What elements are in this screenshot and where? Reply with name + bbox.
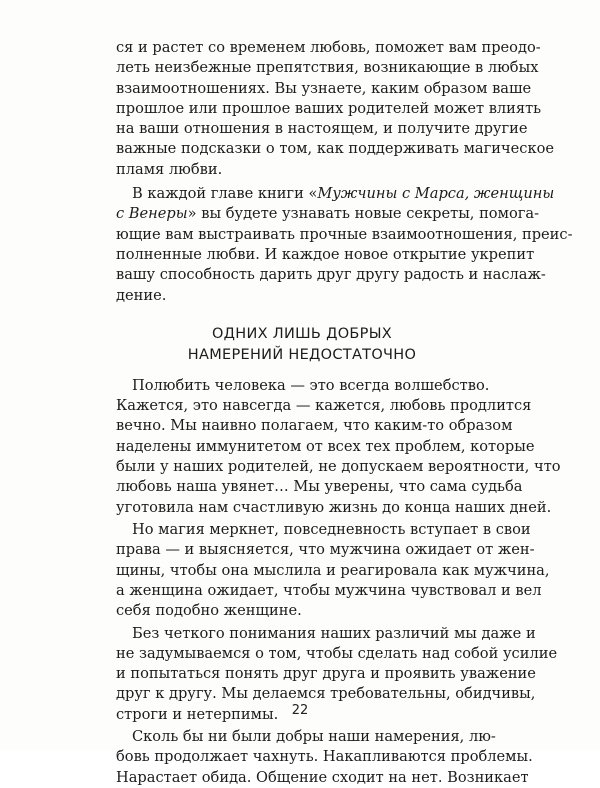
text-line: полненные любви. И каждое новое открытие укрепит [116,245,535,263]
heading-line-1: ОДНИХ ЛИШЬ ДОБРЫХ [211,325,393,342]
text-line: были у наших родителей, не допускаем вероятности, что [116,458,561,476]
paragraph-6 [116,727,533,788]
paragraph-1 [116,38,555,180]
text-line: не задумываемся о том, чтобы сделать над собой усилие [116,644,558,662]
text-line: важные подсказки о том, как поддерживать магическое [116,140,555,158]
text-line: дение. [116,286,167,304]
text-line [116,184,555,204]
text-line: ющие вам выстраивать прочные взаимоотношения, преис- [116,225,573,243]
paragraph-2 [116,184,573,306]
text-line: Сколь бы ни были добры наши намерения, лю- [132,728,496,745]
book-title-italic: Мужчины с Марса, женщины [317,185,555,203]
text-line: строги и нетерпимы. [116,705,279,723]
text-line: леть неизбежные препятствия, возникающие в любых [116,59,539,77]
text-line: вашу способность дарить друг другу радость и наслаж- [116,266,546,284]
text-line: уготовила нам счастливую жизнь до конца наших дней. [116,498,552,516]
text-line: права — и выясняется, что мужчина ожидает от жен- [116,541,535,559]
text-line: Кажется, это навсегда — кажется, любовь продлится [116,397,532,415]
paragraph-3 [116,376,561,518]
heading-line-2: НАМЕРЕНИЙ НЕДОСТАТОЧНО [187,346,417,363]
paragraph-4 [116,520,550,621]
text-line: Нарастает обида. Общение сходит на нет. Возникает [116,768,529,786]
text-line: друг к другу. Мы делаемся требовательны, обидчивы, [116,685,536,703]
text-line: себя подобно женщине. [116,602,302,620]
text-line: ся и растет со временем любовь, поможет вам преодо- [116,39,541,56]
text-line: любовь наша увянет… Мы уверены, что сама судьба [116,478,523,496]
page-number: 22 [291,703,309,718]
text-line: щины, чтобы она мыслила и реагировала как мужчина, [116,561,550,579]
text-line: взаимоотношениях. Вы узнаете, каким образом ваше [116,79,532,97]
text-line [116,204,540,224]
text-line: прошлое или прошлое ваших родителей может влиять [116,99,542,117]
section-heading [116,324,488,366]
text-line: Но магия меркнет, повседневность вступает в свои [132,521,531,538]
text-line: бовь продолжает чахнуть. Накапливаются проблемы. [116,748,533,766]
text-line: Полюбить человека — это всегда волшебство. [132,376,490,394]
book-title-italic: с Венеры [116,205,188,223]
text-fragment: » вы будете узнавать новые секреты, помога- [187,205,540,223]
text-line: наделены иммунитетом от всех тех проблем, которые [116,437,535,455]
text-line: Без четкого понимания наших различий мы даже и [132,624,536,642]
text-line: а женщина ожидает, чтобы мужчина чувствовал и вел [116,581,542,599]
text-line: вечно. Мы наивно полагаем, что каким-то образом [116,417,513,435]
text-line: пламя любви. [116,160,223,178]
text-line: на ваши отношения в настоящем, и получите другие [116,120,528,138]
text-fragment: В каждой главе книги « [132,185,318,203]
text-line: и попытаться понять друг друга и проявить уважение [116,665,536,683]
